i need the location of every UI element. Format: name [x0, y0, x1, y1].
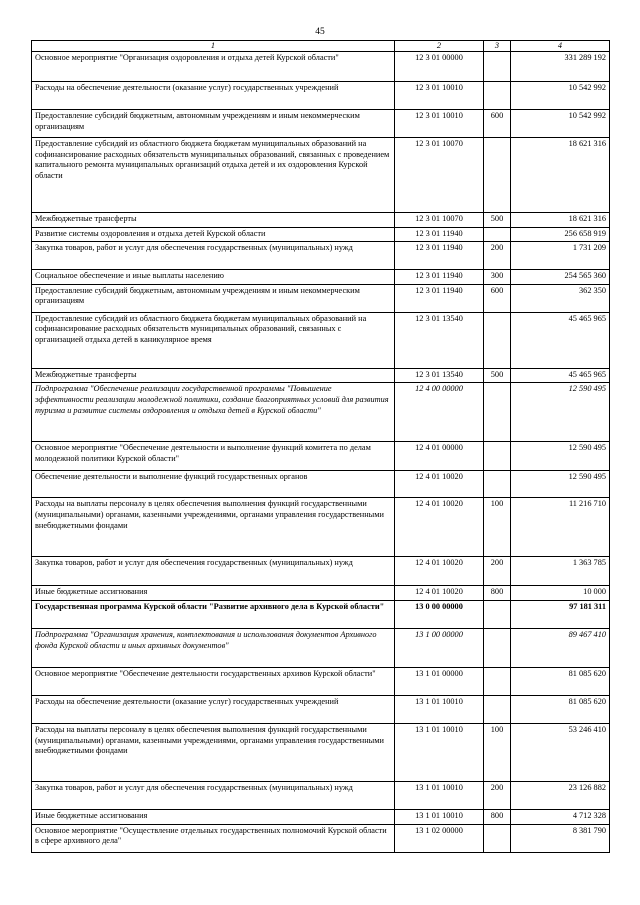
row-code-cell: 12 4 01 10020	[395, 557, 484, 586]
row-name-cell: Развитие системы оздоровления и отдыха детей Курской области	[32, 227, 395, 242]
row-expense-type-cell: 600	[484, 284, 511, 312]
row-amount-cell: 53 246 410	[511, 724, 610, 782]
row-expense-type-cell: 600	[484, 110, 511, 138]
table-row	[32, 284, 610, 312]
row-name-cell: Социальное обеспечение и иные выплаты населению	[32, 270, 395, 285]
table-row	[32, 696, 610, 724]
row-name-cell: Основное мероприятие "Осуществление отдельных государственных полномочий Курской области в сфере архивного дела"	[32, 824, 395, 852]
table-row	[32, 586, 610, 601]
table-row	[32, 368, 610, 383]
row-expense-type-cell	[484, 824, 511, 852]
column-header-amount: 4	[511, 41, 610, 52]
row-name-cell: Иные бюджетные ассигнования	[32, 586, 395, 601]
budget-table	[31, 40, 610, 853]
row-amount-cell: 254 565 360	[511, 270, 610, 285]
row-code-cell: 12 4 01 00000	[395, 442, 484, 471]
table-row	[32, 138, 610, 213]
row-code-cell: 12 3 01 10070	[395, 213, 484, 228]
table-row	[32, 724, 610, 782]
row-amount-cell: 45 465 965	[511, 312, 610, 368]
row-amount-cell: 12 590 495	[511, 471, 610, 498]
row-amount-cell: 362 350	[511, 284, 610, 312]
row-expense-type-cell	[484, 52, 511, 82]
row-amount-cell: 23 126 882	[511, 782, 610, 810]
table-row	[32, 810, 610, 825]
row-code-cell: 13 1 00 00000	[395, 629, 484, 668]
row-code-cell: 12 4 01 10020	[395, 498, 484, 557]
row-name-cell: Государственная программа Курской области "Развитие архивного дела в Курской области"	[32, 601, 395, 629]
row-amount-cell: 10 000	[511, 586, 610, 601]
row-amount-cell: 1 363 785	[511, 557, 610, 586]
row-amount-cell: 10 542 992	[511, 110, 610, 138]
table-row	[32, 213, 610, 228]
row-name-cell: Межбюджетные трансферты	[32, 368, 395, 383]
row-code-cell: 12 3 01 11940	[395, 284, 484, 312]
row-expense-type-cell: 800	[484, 586, 511, 601]
row-name-cell: Подпрограмма "Обеспечение реализации государственной программы "Повышение эффективности реализации молодежной политики, создание благоприятных условий для развития туризма и развитие системы оздоровления и отдыха детей в Курской области"	[32, 383, 395, 442]
row-expense-type-cell: 800	[484, 810, 511, 825]
row-name-cell: Закупка товаров, работ и услуг для обеспечения государственных (муниципальных) нужд	[32, 242, 395, 270]
row-name-cell: Расходы на обеспечение деятельности (оказание услуг) государственных учреждений	[32, 82, 395, 110]
row-expense-type-cell	[484, 601, 511, 629]
row-name-cell: Основное мероприятие "Организация оздоровления и отдыха детей Курской области"	[32, 52, 395, 82]
row-expense-type-cell: 500	[484, 213, 511, 228]
row-code-cell: 12 4 01 10020	[395, 586, 484, 601]
row-expense-type-cell: 200	[484, 242, 511, 270]
row-amount-cell: 89 467 410	[511, 629, 610, 668]
column-header-code: 2	[395, 41, 484, 52]
row-amount-cell: 256 658 919	[511, 227, 610, 242]
table-row	[32, 242, 610, 270]
row-expense-type-cell: 300	[484, 270, 511, 285]
row-code-cell: 12 3 01 10070	[395, 138, 484, 213]
row-name-cell: Предоставление субсидий из областного бюджета бюджетам муниципальных образований на софинансирование расходных обязательств муниципальных образований, связанных с организацией отдыха детей в каникулярное время	[32, 312, 395, 368]
table-row	[32, 110, 610, 138]
row-amount-cell: 1 731 209	[511, 242, 610, 270]
row-amount-cell: 18 621 316	[511, 213, 610, 228]
row-name-cell: Подпрограмма "Организация хранения, комплектования и использования документов Архивного фонда Курской области и иных архивных документов"	[32, 629, 395, 668]
row-code-cell: 12 4 01 10020	[395, 471, 484, 498]
row-code-cell: 13 0 00 00000	[395, 601, 484, 629]
row-name-cell: Основное мероприятие "Обеспечение деятельности и выполнение функций комитета по делам молодежной политики Курской области"	[32, 442, 395, 471]
row-code-cell: 13 1 01 10010	[395, 724, 484, 782]
row-code-cell: 13 1 02 00000	[395, 824, 484, 852]
row-expense-type-cell	[484, 696, 511, 724]
row-amount-cell: 10 542 992	[511, 82, 610, 110]
row-amount-cell: 97 181 311	[511, 601, 610, 629]
row-expense-type-cell: 200	[484, 782, 511, 810]
row-name-cell: Предоставление субсидий из областного бюджета бюджетам муниципальных образований на софинансирование расходных обязательств муниципальных образований, связанных с проведением капитального ремонта муниципальных организаций отдыха детей и их оздоровления Курской области	[32, 138, 395, 213]
row-amount-cell: 11 216 710	[511, 498, 610, 557]
row-name-cell: Иные бюджетные ассигнования	[32, 810, 395, 825]
row-amount-cell: 4 712 328	[511, 810, 610, 825]
table-row	[32, 471, 610, 498]
row-expense-type-cell	[484, 471, 511, 498]
row-expense-type-cell: 100	[484, 724, 511, 782]
row-expense-type-cell	[484, 82, 511, 110]
table-row	[32, 82, 610, 110]
table-row	[32, 312, 610, 368]
row-expense-type-cell	[484, 227, 511, 242]
table-row	[32, 52, 610, 82]
row-code-cell: 12 3 01 11940	[395, 242, 484, 270]
row-expense-type-cell: 500	[484, 368, 511, 383]
row-code-cell: 12 3 01 10010	[395, 110, 484, 138]
column-header-name: 1	[32, 41, 395, 52]
row-expense-type-cell	[484, 312, 511, 368]
row-code-cell: 13 1 01 10010	[395, 810, 484, 825]
row-name-cell: Закупка товаров, работ и услуг для обеспечения государственных (муниципальных) нужд	[32, 557, 395, 586]
row-expense-type-cell: 200	[484, 557, 511, 586]
table-row	[32, 668, 610, 696]
table-row	[32, 442, 610, 471]
row-name-cell: Межбюджетные трансферты	[32, 213, 395, 228]
row-amount-cell: 81 085 620	[511, 668, 610, 696]
table-row	[32, 227, 610, 242]
row-code-cell: 12 3 01 13540	[395, 368, 484, 383]
row-name-cell: Основное мероприятие "Обеспечение деятельности государственных архивов Курской области"	[32, 668, 395, 696]
row-name-cell: Расходы на обеспечение деятельности (оказание услуг) государственных учреждений	[32, 696, 395, 724]
row-amount-cell: 12 590 495	[511, 442, 610, 471]
row-code-cell: 12 3 01 11940	[395, 227, 484, 242]
row-name-cell: Обеспечение деятельности и выполнение функций государственных органов	[32, 471, 395, 498]
row-amount-cell: 331 289 192	[511, 52, 610, 82]
row-code-cell: 13 1 01 10010	[395, 782, 484, 810]
row-code-cell: 13 1 01 00000	[395, 668, 484, 696]
page-number: 45	[315, 27, 325, 37]
row-expense-type-cell	[484, 668, 511, 696]
row-amount-cell: 12 590 495	[511, 383, 610, 442]
row-code-cell: 12 3 01 10010	[395, 82, 484, 110]
row-expense-type-cell: 100	[484, 498, 511, 557]
column-header-vr: 3	[484, 41, 511, 52]
table-row	[32, 270, 610, 285]
row-code-cell: 13 1 01 10010	[395, 696, 484, 724]
table-row	[32, 557, 610, 586]
row-name-cell: Расходы на выплаты персоналу в целях обеспечения выполнения функций государственными (муниципальными) органами, казенными учреждениями, органами управления государственными внебюджетными фондами	[32, 724, 395, 782]
table-row	[32, 383, 610, 442]
row-amount-cell: 8 381 790	[511, 824, 610, 852]
row-name-cell: Предоставление субсидий бюджетным, автономным учреждениям и иным некоммерческим организациям	[32, 284, 395, 312]
row-amount-cell: 81 085 620	[511, 696, 610, 724]
row-code-cell: 12 3 01 11940	[395, 270, 484, 285]
table-row	[32, 498, 610, 557]
row-code-cell: 12 3 01 13540	[395, 312, 484, 368]
row-name-cell: Расходы на выплаты персоналу в целях обеспечения выполнения функций государственными (муниципальными) органами, казенными учреждениями, органами управления государственными внебюджетными фондами	[32, 498, 395, 557]
row-name-cell: Предоставление субсидий бюджетным, автономным учреждениям и иным некоммерческим организациям	[32, 110, 395, 138]
row-expense-type-cell	[484, 138, 511, 213]
table-row	[32, 824, 610, 852]
row-expense-type-cell	[484, 629, 511, 668]
table-header-row	[32, 41, 610, 52]
table-row	[32, 629, 610, 668]
row-amount-cell: 45 465 965	[511, 368, 610, 383]
row-expense-type-cell	[484, 383, 511, 442]
row-code-cell: 12 4 00 00000	[395, 383, 484, 442]
table-row	[32, 601, 610, 629]
row-amount-cell: 18 621 316	[511, 138, 610, 213]
row-expense-type-cell	[484, 442, 511, 471]
row-name-cell: Закупка товаров, работ и услуг для обеспечения государственных (муниципальных) нужд	[32, 782, 395, 810]
row-code-cell: 12 3 01 00000	[395, 52, 484, 82]
table-row	[32, 782, 610, 810]
